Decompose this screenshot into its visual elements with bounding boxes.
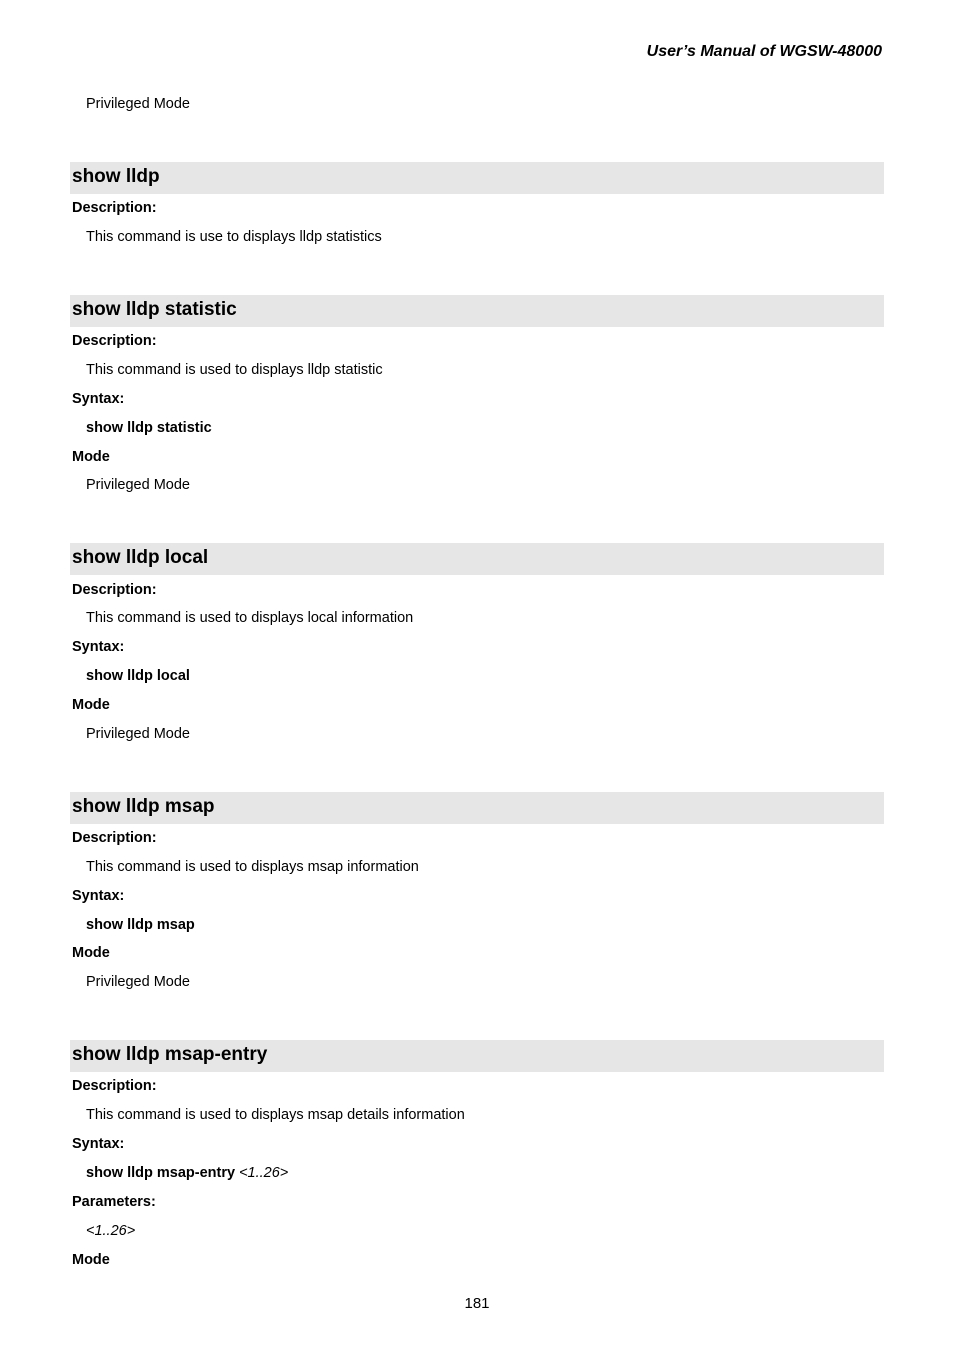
section-title: show lldp msap-entry (72, 1044, 268, 1065)
page-number: 181 (464, 1295, 490, 1312)
parameters-label: Parameters: (72, 1194, 156, 1210)
manual-header-title: User’s Manual of WGSW-48000 (646, 43, 882, 60)
description-text: This command is used to displays msap details information (86, 1107, 465, 1123)
description-text: This command is use to displays lldp statistics (86, 229, 382, 245)
description-text: This command is used to displays local information (86, 610, 414, 626)
description-text: This command is used to displays lldp statistic (86, 362, 383, 378)
description-label: Description: (72, 830, 157, 846)
section-title: show lldp msap (72, 796, 215, 817)
section-title: show lldp statistic (72, 299, 237, 320)
section-heading-show-lldp-msap-entry (70, 1040, 884, 1072)
mode-label: Mode (72, 945, 110, 961)
section-heading-show-lldp-statistic (70, 295, 884, 327)
section-heading-show-lldp-msap (70, 792, 884, 824)
description-label: Description: (72, 200, 157, 216)
syntax-command: show lldp msap (86, 917, 195, 933)
mode-value: Privileged Mode (86, 477, 190, 493)
syntax-command: show lldp statistic (86, 420, 212, 436)
section-title: show lldp (72, 166, 160, 187)
parameter-value: <1..26> (86, 1223, 136, 1239)
description-label: Description: (72, 582, 157, 598)
section-title: show lldp local (72, 547, 209, 568)
syntax-argument: <1..26> (239, 1165, 289, 1181)
mode-label: Mode (72, 449, 110, 465)
syntax-command: show lldp local (86, 668, 190, 684)
syntax-label: Syntax: (72, 639, 125, 655)
syntax-command (86, 1165, 288, 1181)
section-heading-show-lldp (70, 162, 884, 194)
description-label: Description: (72, 1078, 157, 1094)
mode-value: Privileged Mode (86, 974, 190, 990)
section-heading-show-lldp-local (70, 543, 884, 575)
mode-label: Mode (72, 697, 110, 713)
description-label: Description: (72, 333, 157, 349)
syntax-label: Syntax: (72, 888, 125, 904)
syntax-label: Syntax: (72, 391, 125, 407)
description-text: This command is used to displays msap information (86, 859, 419, 875)
mode-value: Privileged Mode (86, 726, 190, 742)
syntax-command-name: show lldp msap-entry (86, 1165, 236, 1181)
mode-label: Mode (72, 1252, 110, 1268)
mode-value: Privileged Mode (86, 96, 190, 112)
syntax-label: Syntax: (72, 1136, 125, 1152)
